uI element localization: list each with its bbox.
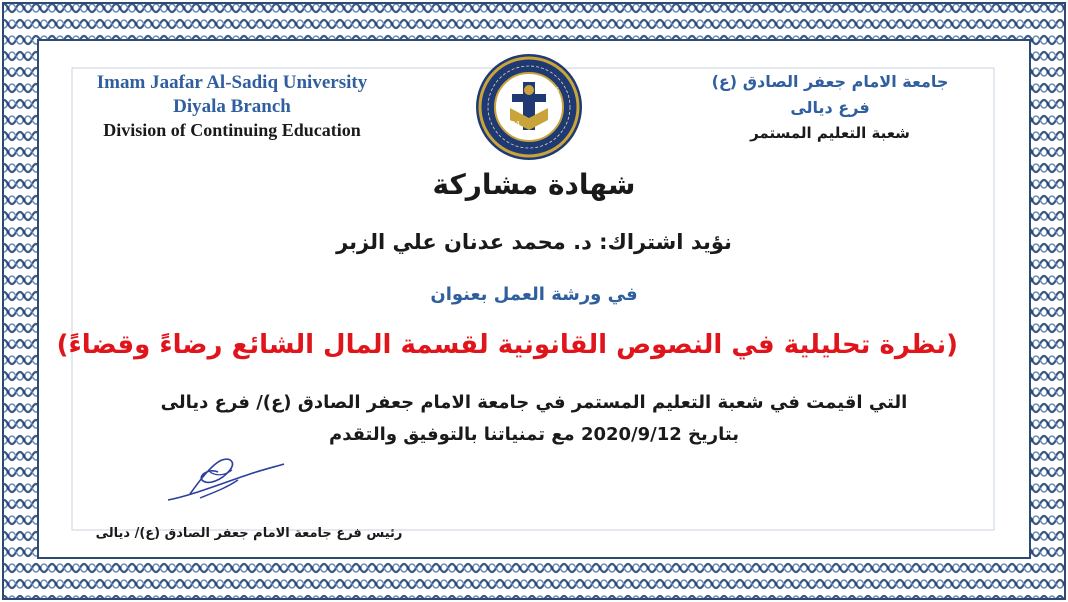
participant-line: نؤيد اشتراك: د. محمد عدنان علي الزبر xyxy=(336,230,732,254)
university-name-ar: جامعة الامام جعفر الصادق (ع) xyxy=(711,72,949,91)
branch-name-en: Diyala Branch xyxy=(173,96,291,117)
signature-caption: رئيس فرع جامعة الامام جعفر الصادق (ع)/ ديالى xyxy=(95,526,403,541)
body-line-2: بتاريخ 2020/9/12 مع تمنياتنا بالتوفيق والتقدم xyxy=(329,424,739,445)
workshop-intro: في ورشة العمل بعنوان xyxy=(430,284,638,305)
university-name-en: Imam Jaafar Al-Sadiq University xyxy=(96,72,368,93)
seal-year: 2004 xyxy=(502,120,520,128)
seal-year-hijri: 1425 xyxy=(544,87,560,94)
handwritten-signature xyxy=(160,450,290,510)
university-seal-logo xyxy=(474,52,584,162)
body-line-1: التي اقيمت في شعبة التعليم المستمر في جامعة الامام جعفر الصادق (ع)/ فرع ديالى xyxy=(160,392,908,413)
division-name-en: Division of Continuing Education xyxy=(103,120,361,140)
division-name-ar: شعبة التعليم المستمر xyxy=(750,124,910,142)
branch-name-ar: فرع ديالى xyxy=(790,98,870,117)
workshop-title: (نظرة تحليلية في النصوص القانونية لقسمة المال الشائع رضاءً وقضاءً) xyxy=(56,330,958,360)
certificate-title: شهادة مشاركة xyxy=(432,168,636,201)
